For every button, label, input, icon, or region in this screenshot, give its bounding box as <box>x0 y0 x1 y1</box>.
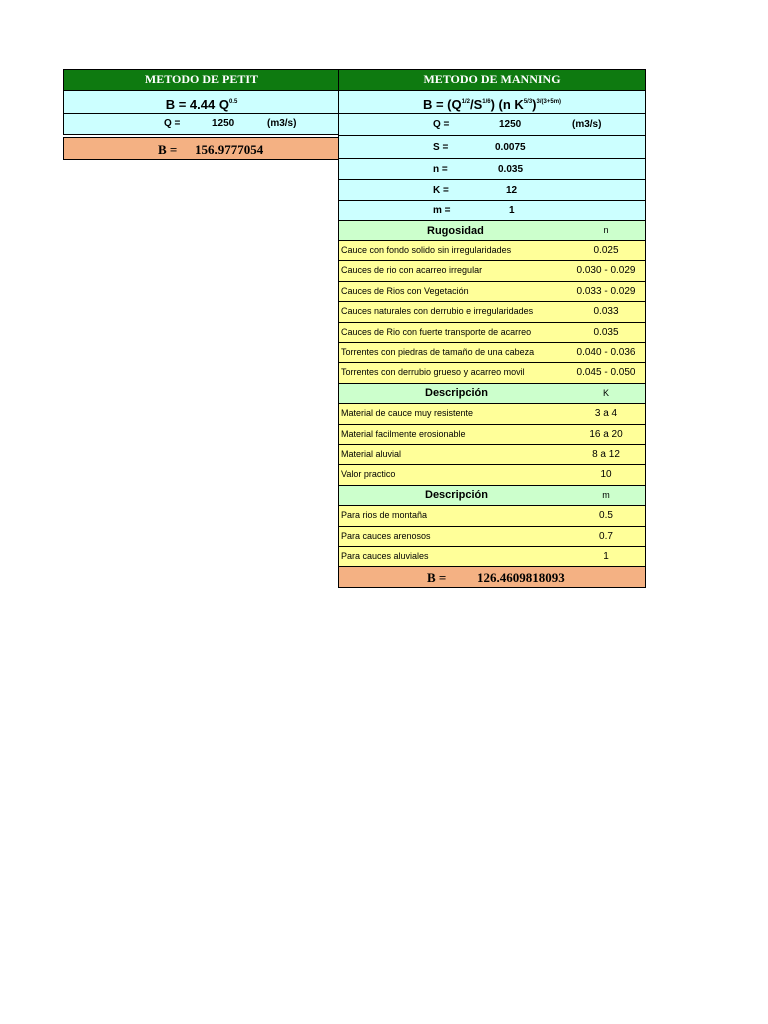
rugosidad-header <box>338 220 646 241</box>
row-text: Material aluvial <box>341 449 402 459</box>
row-value: 0.040 - 0.036 <box>576 347 636 358</box>
param-value: 12 <box>506 185 518 196</box>
param-value: 1250 <box>499 119 522 130</box>
manning-formula-exp1: 1/2 <box>461 99 470 105</box>
row-text: Material de cauce muy resistente <box>341 408 474 419</box>
row-value: 16 a 20 <box>589 428 623 440</box>
row-text: Para cauces aluviales <box>341 551 429 561</box>
table-row <box>338 425 646 445</box>
manning-formula-b: /S <box>469 97 483 112</box>
row-value: 1 <box>603 551 609 562</box>
row-value: 0.033 <box>593 306 619 318</box>
rugosidad-header-label: Rugosidad <box>427 225 484 237</box>
row-text: Para rios de montaña <box>341 510 428 521</box>
row-value: 0.025 <box>593 245 619 256</box>
table-row <box>338 547 646 567</box>
petit-header <box>63 69 340 91</box>
row-value: 10 <box>600 469 612 481</box>
manning-formula-c: ) (n K <box>490 97 524 112</box>
manning-param-n <box>338 158 646 180</box>
row-value: 0.5 <box>599 510 613 522</box>
table-row <box>338 343 646 363</box>
rugosidad-col-label: n <box>603 225 609 235</box>
manning-param-q <box>338 113 646 136</box>
table-row <box>338 465 646 485</box>
petit-formula-main: B = 4.44 Q <box>165 97 229 112</box>
row-text: Cauces naturales con derrubio e irregularidades <box>341 306 534 317</box>
param-label: S = <box>433 142 449 153</box>
table-row <box>338 302 646 322</box>
manning-param-k <box>338 179 646 201</box>
row-text: Cauces de rio con acarreo irregular <box>341 265 483 276</box>
descripcion-m-header <box>338 486 646 506</box>
param-value: 1 <box>509 205 515 216</box>
table-row <box>338 261 646 281</box>
petit-q-label: Q = <box>164 118 181 129</box>
petit-result-value: 156.9777054 <box>195 142 264 157</box>
petit-q-unit: (m3/s) <box>267 118 297 129</box>
row-value: 3 a 4 <box>594 408 618 420</box>
petit-header-label: METODO DE PETIT <box>144 72 259 86</box>
petit-formula-exp: 0.5 <box>228 99 238 105</box>
table-row <box>338 241 646 261</box>
manning-formula-exp4: 3/(3+5m) <box>536 99 562 105</box>
manning-formula-a: B = (Q <box>422 97 462 112</box>
petit-result-row <box>63 137 340 160</box>
manning-formula-exp3: 5/3 <box>523 99 533 105</box>
row-text: Cauces de Rios con Vegetación <box>341 285 469 296</box>
manning-result-row <box>338 566 646 588</box>
descripcion-k-label: Descripción <box>425 386 488 399</box>
petit-q-value: 1250 <box>212 118 235 129</box>
row-text: Torrentes con derrubio grueso y acarreo movil <box>341 367 525 378</box>
table-row <box>338 282 646 302</box>
manning-param-m <box>338 200 646 221</box>
param-label: n = <box>433 164 448 175</box>
row-value: 0.033 - 0.029 <box>576 285 636 297</box>
descripcion-m-label: Descripción <box>425 488 488 501</box>
row-value: 0.035 <box>593 326 619 338</box>
param-value: 0.0075 <box>495 142 526 153</box>
manning-result-value: 126.4609818093 <box>477 570 565 585</box>
petit-q-row <box>63 113 340 135</box>
row-value: 0.7 <box>599 530 613 542</box>
manning-result-label: B = <box>427 570 447 585</box>
descripcion-k-col: K <box>602 387 609 398</box>
table-row <box>338 445 646 465</box>
table-row <box>338 363 646 383</box>
table-row <box>338 506 646 526</box>
descripcion-k-header <box>338 384 646 404</box>
manning-header-label: METODO DE MANNING <box>423 72 561 86</box>
row-text: Torrentes con piedras de tamaño de una cabeza <box>341 347 535 357</box>
row-text: Material facilmente erosionable <box>341 428 466 439</box>
manning-formula <box>338 90 646 114</box>
row-text: Valor practico <box>341 469 396 480</box>
row-value: 0.030 - 0.029 <box>576 265 636 277</box>
table-row <box>338 527 646 547</box>
param-label: Q = <box>433 119 450 130</box>
param-label: K = <box>433 185 449 196</box>
manning-header <box>338 69 646 91</box>
row-value: 8 a 12 <box>592 449 620 460</box>
manning-formula-d: ) <box>532 97 537 112</box>
petit-result-label: B = <box>158 142 178 157</box>
table-row <box>338 323 646 343</box>
petit-formula <box>63 90 340 114</box>
param-label: m = <box>433 205 451 216</box>
param-value: 0.035 <box>498 164 524 175</box>
row-value: 0.045 - 0.050 <box>576 367 636 379</box>
row-text: Cauce con fondo solido sin irregularidades <box>341 245 512 255</box>
manning-formula-exp2: 1/6 <box>482 99 491 105</box>
table-row <box>338 404 646 424</box>
row-text: Para cauces arenosos <box>341 530 431 541</box>
descripcion-m-col: m <box>602 489 610 500</box>
param-unit: (m3/s) <box>572 119 602 130</box>
row-text: Cauces de Rio con fuerte transporte de acarreo <box>341 326 532 337</box>
manning-param-s <box>338 135 646 159</box>
